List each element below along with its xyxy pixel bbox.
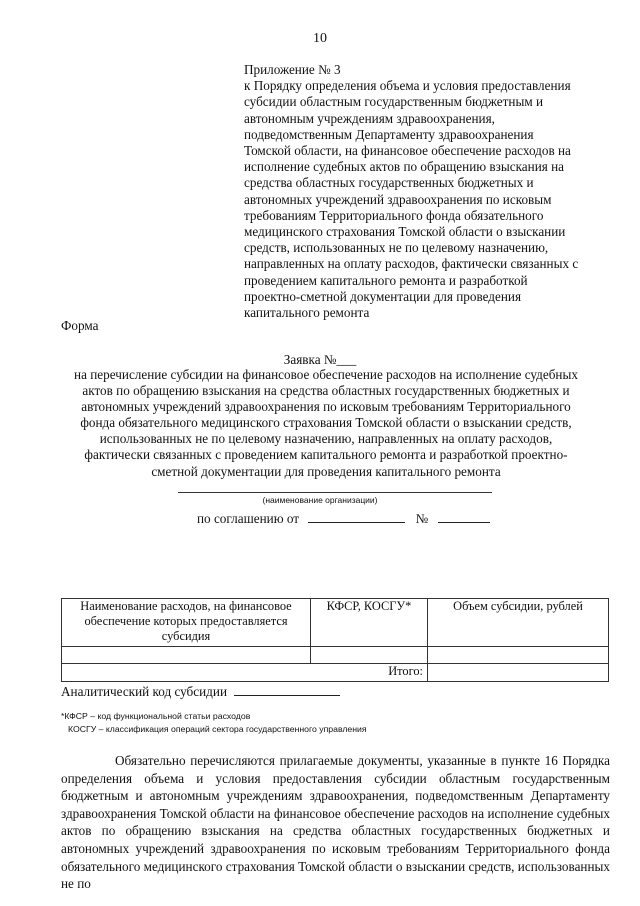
organization-name-field[interactable] [178, 492, 492, 493]
request-line: сметной документации для проведения капитального ремонта [151, 463, 501, 479]
request-line: актов по обращению взыскания на средства областных государственных бюджетных и [82, 383, 570, 399]
appendix-line: средств, использованных не по целевому назначению, [244, 240, 549, 256]
appendix-title: Приложение № 3 [244, 62, 341, 77]
appendix-line: средства областных государственных бюджетных и [244, 175, 534, 191]
analytic-code-line [61, 683, 340, 700]
appendix-line: автономных учреждений здравоохранения по исковым [244, 191, 552, 207]
page-number: 10 [313, 31, 327, 46]
appendix-line: требованиям Территориального фонда обязательного [244, 207, 544, 223]
agreement-number-field[interactable] [438, 510, 490, 523]
appendix-line: подведомственным Департаменту здравоохранения [244, 126, 534, 142]
analytic-code-label: Аналитический код субсидии [61, 684, 227, 699]
agreement-date-field[interactable] [308, 510, 405, 523]
appendix-line: капитального ремонта [244, 305, 370, 321]
appendix-line: исполнение судебных актов по обращению взыскания на [244, 159, 565, 175]
agreement-number-sign: № [415, 511, 429, 526]
agreement-line [197, 510, 490, 527]
footnote-kosgu: КОСГУ – классификация операций сектора государственного управления [68, 724, 367, 734]
appendix-line: медицинского страхования Томской области о взыскании [244, 224, 566, 240]
table-total-row [62, 664, 609, 682]
total-label: Итого: [62, 664, 428, 682]
form-label: Форма [61, 318, 99, 333]
body-paragraph: Обязательно перечисляются прилагаемые документы, указанные в пункте 16 Порядка определения объема и условия предоставления субсидии областным государственным бюджетным и автономным учреждениям здравоохранения, подведомственным Департаменту здравоохранения Томской области на финансовое обеспечение расходов на исполнение судебных актов по обращению взыскания на средства областных государственных бюджетных и автономных учреждений здравоохранения по исковым требованиям Территориального фонда обязательного медицинского страхования Томской области о взыскании средств, использованных не по [61, 753, 610, 892]
appendix-line: субсидии областным государственным бюджетным и [244, 94, 544, 110]
agreement-prefix: по соглашению от [197, 511, 300, 526]
request-line: на перечисление субсидии на финансовое обеспечение расходов на исполнение судебных [74, 367, 578, 382]
total-value-cell[interactable] [428, 664, 609, 682]
table-cell-empty[interactable] [311, 647, 428, 664]
request-title: Заявка №___ [283, 352, 357, 367]
request-line: автономных учреждений здравоохранения по исковым требованиям Территориального [81, 399, 571, 415]
appendix-line: направленных на оплату расходов, фактически связанных с [244, 256, 579, 272]
appendix-line: проектно-сметной документации для проведения [244, 288, 522, 304]
organization-name-caption: (наименование организации) [262, 495, 378, 505]
table-cell-empty[interactable] [62, 647, 311, 664]
header-expense-name: Наименование расходов, на финансовое обеспечение которых предоставляется субсидия [62, 599, 311, 647]
appendix-header [244, 62, 616, 321]
request-line: фонда обязательного медицинского страхования Томской области о взыскании средств, [80, 415, 572, 431]
appendix-line: Томской области, на финансовое обеспечение расходов на [244, 143, 571, 159]
appendix-line: к Порядку определения объема и условия предоставления [244, 78, 571, 94]
table-cell-empty[interactable] [428, 647, 609, 664]
table-header-row [62, 599, 609, 647]
appendix-line: проведением капитального ремонта и разработкой [244, 272, 528, 288]
request-description [52, 367, 600, 480]
subsidy-table [61, 598, 609, 682]
request-line: фактически связанных с проведением капитального ремонта и разработкой проектно- [84, 447, 568, 463]
request-line: использованных не по целевому назначению, направленных на оплату расходов, [99, 431, 553, 447]
table-row [62, 647, 609, 664]
footnote-kfsr: *КФСР – код функциональной статьи расходов [61, 711, 251, 721]
header-subsidy-amount: Объем субсидии, рублей [428, 599, 609, 647]
header-kfsr-kosgu: КФСР, КОСГУ* [311, 599, 428, 647]
analytic-code-field[interactable] [234, 683, 340, 696]
appendix-line: автономным учреждениям здравоохранения, [244, 110, 495, 126]
